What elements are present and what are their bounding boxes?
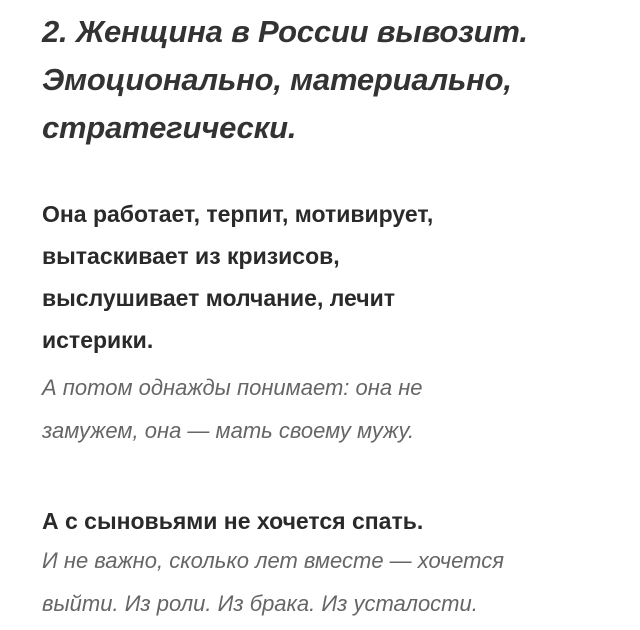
italic-line: замужем, она — мать своему мужу. — [42, 418, 415, 443]
section-heading — [42, 8, 632, 152]
italic-line: А потом однажды понимает: она не — [42, 375, 423, 400]
italic-line: И не важно, сколько лет вместе — хочется — [42, 548, 504, 573]
heading-line: стратегически. — [42, 110, 297, 145]
paragraph-1-italic-text — [42, 366, 632, 452]
bold-line: А с сыновьями не хочется спать. — [42, 508, 424, 534]
italic-line: выйти. Из роли. Из брака. Из усталости. — [42, 591, 478, 616]
bold-line: вытаскивает из кризисов, — [42, 243, 340, 269]
bold-line: Она работает, терпит, мотивирует, — [42, 201, 434, 227]
heading-line: 2. Женщина в России вывозит. — [42, 14, 528, 49]
paragraph-2-bold-text — [42, 500, 632, 542]
paragraph-2-italic-text — [42, 539, 632, 625]
paragraph-1-bold-text — [42, 193, 632, 361]
bold-line: выслушивает молчание, лечит — [42, 285, 396, 311]
heading-line: Эмоционально, материально, — [42, 62, 512, 97]
bold-line: истерики. — [42, 327, 154, 353]
